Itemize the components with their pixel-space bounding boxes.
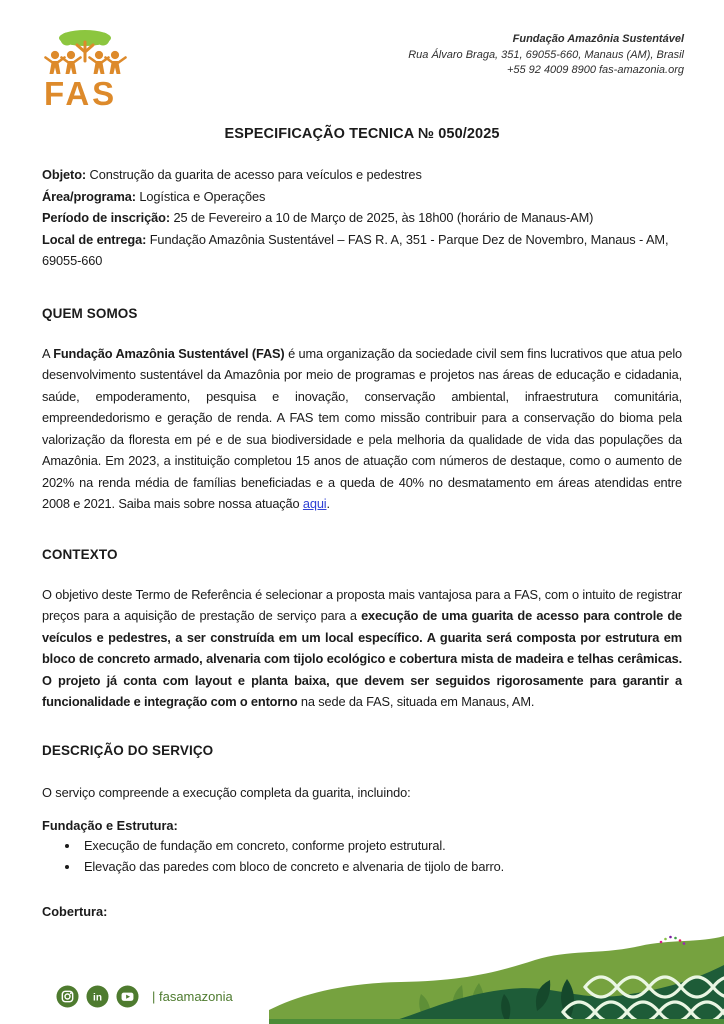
footer-bottom-strip <box>269 1019 724 1024</box>
fundacao-bullet-list <box>80 835 682 878</box>
svg-text:in: in <box>93 992 102 1004</box>
contexto-paragraph: O objetivo deste Termo de Referência é selecionar a proposta mais vantajosa para a FAS, com o intuito de registrar preços para a aquisição de prestação de serviço para a execução de uma guarita de acesso para controle de veículos e pedestres, a ser construída em um local específico. A guarita será composta por estrutura em bloco de concreto armado, alvenaria com tijolo ecológico e cobertura mista de madeira e telhas cerâmicas. O projeto já conta com layout e planta baixa, que devem ser seguidos rigorosamente para garantir a funcionalidade e integração com o entorno na sede da FAS, situada em Manaus, AM. <box>42 586 682 709</box>
servico-intro-paragraph: O serviço compreende a execução completa da guarita, incluindo: <box>42 784 411 800</box>
org-phone-website: +55 92 4009 8900 fas-amazonia.org <box>506 64 684 76</box>
meta-periodo-inscricao: Período de inscrição: 25 de Fevereiro a 10 de Março de 2025, às 18h00 (horário de Manaus-AM) <box>42 210 594 225</box>
bullet-item: • Elevação das paredes com bloco de concreto e alvenaria de tijolo de barro. <box>80 856 682 878</box>
header-contact-block <box>408 28 684 79</box>
instagram-icon[interactable] <box>56 985 79 1008</box>
subheading-cobertura: Cobertura: <box>42 903 108 919</box>
fas-logo-graphic <box>40 28 132 108</box>
document-title: ESPECIFICAÇÃO TECNICA № 050/2025 <box>224 126 500 142</box>
bullet-item: • Execução de fundação em concreto, conforme projeto estrutural. <box>80 835 682 857</box>
section-heading-quem-somos: QUEM SOMOS <box>42 305 138 321</box>
logo-wordmark: FAS <box>44 75 118 108</box>
meta-local-entrega: Local de entrega: Fundação Amazônia Sustentável – FAS R. A, 351 - Parque Dez de Novembro, Manaus - AM, 69055-660 <box>42 231 669 268</box>
section-heading-descricao-servico: DESCRIÇÃO DO SERVIÇO <box>42 742 214 758</box>
document-meta-block <box>42 164 682 272</box>
youtube-icon[interactable] <box>116 985 139 1008</box>
quem-somos-paragraph: A Fundação Amazônia Sustentável (FAS) é uma organização da sociedade civil sem fins lucrativos que atua pelo desenvolvimento sustentável da Amazônia por meio de programas e projetos nas áreas de educação e cidadania, saúde, empoderamento, pesquisa e inovação, conservação ambiental, infraestrutura comunitária, empreendedorismo e geração de renda. A FAS tem como missão contribuir para a conservação do bioma pela valorização da floresta em pé e de sua biodiversidade e pela melhoria da qualidade de vida das populações da Amazônia. Em 2023, a instituição completou 15 anos de atuação com números de destaque, como o aumento de 202% na renda média de famílias beneficiadas e a queda de 40% no desmatamento em áreas atendidas entre 2008 e 2021. Saiba mais sobre nossa atuação aqui. <box>42 345 682 511</box>
subheading-fundacao-estrutura: Fundação e Estrutura: <box>42 817 178 833</box>
document-body <box>0 126 724 919</box>
org-name: Fundação Amazônia Sustentável <box>512 33 684 45</box>
meta-area-programa: Área/programa: Logística e Operações <box>42 188 266 204</box>
linkedin-icon[interactable] <box>86 985 109 1008</box>
org-address: Rua Álvaro Braga, 351, 69055-660, Manaus (AM), Brasil <box>408 48 684 61</box>
document-header <box>0 0 724 108</box>
meta-objeto: Objeto: Construção da guarita de acesso para veículos e pedestres <box>42 167 422 182</box>
fas-logo <box>40 28 132 108</box>
footer-wave-graphic <box>269 929 724 1024</box>
footer-social-row <box>56 985 233 1008</box>
inline-link-aqui[interactable]: aqui <box>302 496 327 511</box>
section-heading-contexto: CONTEXTO <box>42 546 118 562</box>
social-handle-label: | fasamazonia <box>152 989 233 1004</box>
